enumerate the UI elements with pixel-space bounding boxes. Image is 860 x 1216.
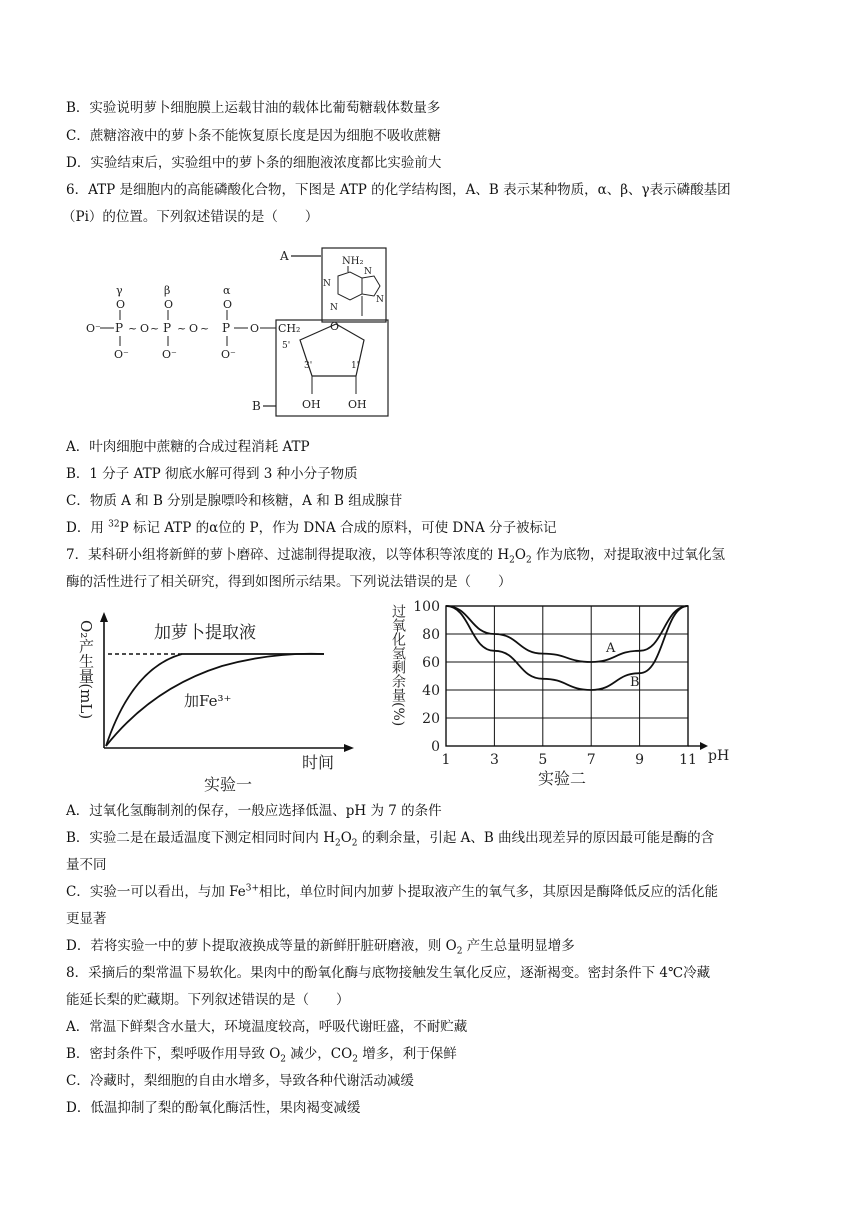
q8-option-b-post: 增多，利于保鲜 xyxy=(357,1046,457,1062)
q5-option-d: D．实验结束后，实验组中的萝卜条的细胞液浓度都比实验前大 xyxy=(66,155,442,171)
q5-option-b: B．实验说明萝卜细胞膜上运载甘油的载体比葡萄糖载体数量多 xyxy=(66,100,441,116)
q8-option-c: C．冷藏时，梨细胞的自由水增多，导致各种代谢活动减缓 xyxy=(66,1073,414,1089)
q7-option-d xyxy=(66,936,575,956)
svg-text:~: ~ xyxy=(128,322,138,335)
q7-option-b-mid: O xyxy=(340,830,352,846)
q7-option-c-post: 相比，单位时间内加萝卜提取液产生的氧气多，其原因是酶降低反应的活化能 xyxy=(259,884,719,900)
atp-structure-diagram xyxy=(80,240,400,420)
q6-option-b: B．1 分子 ATP 彻底水解可得到 3 种小分子物质 xyxy=(66,466,358,482)
q6-option-d-sup: 32 xyxy=(108,519,120,530)
q7-option-d-sub: 2 xyxy=(456,946,463,957)
experiment-one-chart xyxy=(72,598,362,798)
svg-text:~: ~ xyxy=(177,322,187,335)
q6-stem-line1: 6．ATP 是细胞内的高能磷酸化合物，下图是 ATP 的化学结构图，A、B 表示某种物质，α、β、γ表示磷酸基团 xyxy=(66,182,731,198)
q7-stem-mid: O xyxy=(514,547,526,563)
q7-option-c-sup: 3+ xyxy=(245,883,260,894)
q7-option-a: A．过氧化氢酶制剂的保存，一般应选择低温、pH 为 7 的条件 xyxy=(66,803,442,819)
q7-stem-post: 作为底物，对提取液中过氧化氢 xyxy=(531,547,725,563)
exp2-frame xyxy=(446,606,688,746)
q8-option-b-pre: B．密封条件下，梨呼吸作用导致 O xyxy=(66,1046,281,1062)
q7-option-b-sub2: 2 xyxy=(351,838,358,849)
atp-nh2: NH₂ xyxy=(342,256,364,267)
q8-option-a: A．常温下鲜梨含水量大，环境温度较高，呼吸代谢旺盛，不耐贮藏 xyxy=(66,1019,468,1035)
q8-option-b xyxy=(66,1044,457,1064)
c1-label: 1' xyxy=(351,361,360,371)
o-alpha-bottom: O⁻ xyxy=(221,348,236,361)
q7-option-b-post: 的剩余量，引起 A、B 曲线出现差异的原因最可能是酶的含 xyxy=(357,830,715,846)
atp-n4: N xyxy=(376,295,384,305)
c5-label: 5' xyxy=(282,341,291,351)
q7-option-b-line2: 量不同 xyxy=(66,857,107,873)
q8-option-b-mid: 减少，CO xyxy=(286,1046,353,1062)
exp2-y-tick-label: 80 xyxy=(422,627,440,643)
exp2-ylabel: 过氧化氢剩余量(%) xyxy=(390,604,406,727)
q7-option-c-line2: 更显著 xyxy=(66,911,107,927)
exp2-y-tick-label: 100 xyxy=(413,600,440,615)
q6-option-d xyxy=(66,518,557,538)
q8-stem-line2: 能延长梨的贮藏期。下列叙述错误的是（ ） xyxy=(66,992,350,1008)
q7-option-c xyxy=(66,882,718,902)
exp2-y-tick-label: 40 xyxy=(422,683,440,699)
atp-label-b: B xyxy=(252,399,261,413)
atp-n3: N xyxy=(364,267,372,277)
exp2-x-arrow xyxy=(700,742,708,750)
o-beta-bottom: O⁻ xyxy=(162,348,177,361)
exp2-y-tick-label: 0 xyxy=(431,739,440,755)
exp2-caption: 实验二 xyxy=(538,769,587,788)
q6-option-c: C．物质 A 和 B 分别是腺嘌呤和核糖，A 和 B 组成腺苷 xyxy=(66,493,403,509)
p-gamma: P xyxy=(115,321,124,335)
q8-option-d: D．低温抑制了梨的酚氧化酶活性，果肉褐变减缓 xyxy=(66,1100,361,1116)
exp2-x-ticks xyxy=(442,752,697,768)
q8-stem-line1: 8．采摘后的梨常温下易软化。果肉中的酚氧化酶与底物接触发生氧化反应，逐渐褐变。密封条件下 4℃冷藏 xyxy=(66,965,711,981)
beta-label: β xyxy=(164,284,171,297)
q5-option-c: C．蔗糖溶液中的萝卜条不能恢复原长度是因为细胞不吸收蔗糖 xyxy=(66,128,441,144)
q8-option-b-sub1: 2 xyxy=(280,1054,287,1065)
exp2-x-tick-label: 3 xyxy=(489,752,499,768)
ribose-o: O xyxy=(330,320,340,333)
q6-option-a: A．叶肉细胞中蔗糖的合成过程消耗 ATP xyxy=(66,439,310,455)
exp2-y-ticks xyxy=(413,600,440,755)
o-alpha-top: O xyxy=(223,298,233,311)
atp-n2: N xyxy=(330,303,338,313)
o-beta-top: O xyxy=(164,298,174,311)
exp1-label-fe: 加Fe³⁺ xyxy=(184,692,232,710)
svg-text:~: ~ xyxy=(200,322,210,335)
q6-option-d-post: P 标记 ATP 的α位的 P，作为 DNA 合成的原料，可使 DNA 分子被标记 xyxy=(119,520,557,536)
ch2-label: CH₂ xyxy=(278,322,301,335)
exp2-label-a: A xyxy=(606,641,616,656)
p-beta: P xyxy=(163,321,172,335)
q7-stem-line2: 酶的活性进行了相关研究，得到如图所示结果。下列说法错误的是（ ） xyxy=(66,574,512,590)
oh-3: OH xyxy=(302,398,321,411)
o-bridge-1: O xyxy=(140,322,150,335)
oh-2: OH xyxy=(348,398,367,411)
q6-stem-line2: （Pi）的位置。下列叙述错误的是（ ） xyxy=(62,209,319,225)
q8-option-b-sub2: 2 xyxy=(352,1054,358,1065)
exp2-y-tick-label: 20 xyxy=(422,711,440,727)
o-bridge-3: O xyxy=(250,322,260,335)
exp2-curve-b xyxy=(446,606,688,690)
q7-option-d-pre: D．若将实验一中的萝卜提取液换成等量的新鲜肝脏研磨液，则 O xyxy=(66,938,457,954)
q7-stem-sub2: 2 xyxy=(525,555,532,566)
q7-stem-line1 xyxy=(66,545,725,565)
experiment-two-chart xyxy=(388,600,748,800)
o-gamma-top: O xyxy=(116,298,126,311)
alpha-label: α xyxy=(223,284,231,297)
q7-stem-sub1: 2 xyxy=(509,555,515,566)
exp1-label-extract: 加萝卜提取液 xyxy=(154,623,256,643)
o-gamma-bottom: O⁻ xyxy=(114,348,129,361)
exp1-ylabel: O₂产生量(mL) xyxy=(77,620,95,720)
exp2-y-tick-label: 60 xyxy=(422,655,440,671)
svg-text:~: ~ xyxy=(150,322,160,335)
exp2-xlabel: pH xyxy=(708,748,730,764)
exp1-xlabel: 时间 xyxy=(302,753,335,772)
q7-option-d-post: 产生总量明显增多 xyxy=(462,938,575,954)
exp2-x-tick-label: 5 xyxy=(538,752,548,768)
exp2-x-tick-label: 1 xyxy=(441,752,451,768)
q7-option-b-sub1: 2 xyxy=(334,838,341,849)
p-alpha: P xyxy=(222,321,231,335)
exp2-x-tick-label: 7 xyxy=(586,752,596,768)
atp-n1: N xyxy=(323,279,331,289)
atp-label-a: A xyxy=(280,249,289,263)
o-bridge-2: O xyxy=(189,322,199,335)
o-left-terminal: O⁻ xyxy=(86,322,101,335)
exp2-label-b: B xyxy=(630,675,640,690)
gamma-label: γ xyxy=(116,284,123,297)
q7-option-c-pre: C．实验一可以看出，与加 Fe xyxy=(66,884,246,900)
exp2-x-tick-label: 11 xyxy=(679,752,697,768)
exp2-x-tick-label: 9 xyxy=(635,752,645,768)
q7-option-b-pre: B．实验二是在最适温度下测定相同时间内 H xyxy=(66,830,335,846)
q6-option-d-pre: D．用 xyxy=(66,520,109,536)
q7-option-b xyxy=(66,828,714,848)
q7-stem-pre: 7．某科研小组将新鲜的萝卜磨碎、过滤制得提取液，以等体积等浓度的 H xyxy=(66,547,510,563)
c3-label: 3' xyxy=(304,361,313,371)
exp1-caption: 实验一 xyxy=(204,775,253,794)
